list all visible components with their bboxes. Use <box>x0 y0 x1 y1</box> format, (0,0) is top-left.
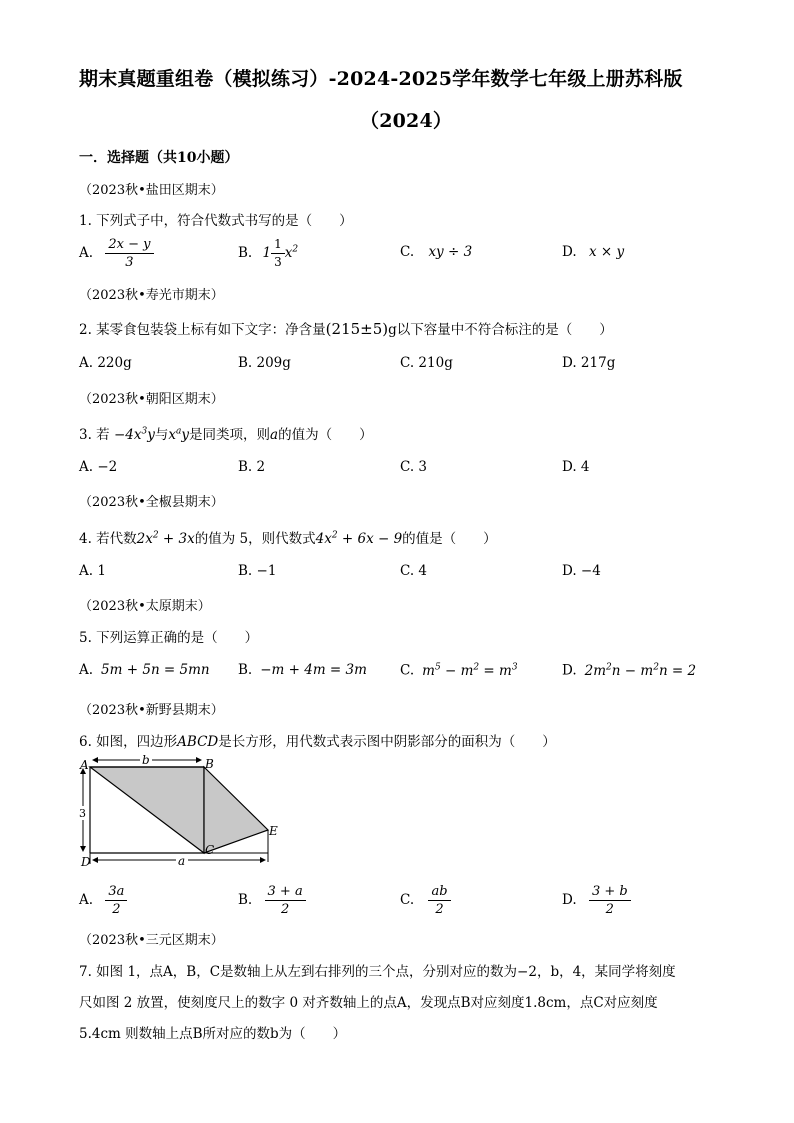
option-c[interactable]: C. 210g <box>400 355 453 371</box>
option-b[interactable]: B. 209g <box>238 355 291 371</box>
question-stem: 5. 下列运算正确的是（ ） <box>79 630 259 646</box>
section-heading: 一．选择题（共10小题） <box>79 150 239 166</box>
option-b[interactable]: B. −m + 4m = 3m <box>238 662 367 678</box>
option-c[interactable]: C. $m^5 - m^2 = m^3$ <box>400 662 518 679</box>
question-stem: 6. 如图，四边形ABCD是长方形，用代数式表示图中阴影部分的面积为（ ） <box>79 734 556 750</box>
option-c[interactable]: C. 3 <box>400 459 428 475</box>
option-d[interactable]: D. 4 <box>562 459 590 475</box>
option-b[interactable]: B. 2 <box>238 459 266 475</box>
option-a[interactable]: A. $\frac{3a}{2}$ <box>79 883 127 918</box>
label-height: 3 <box>79 807 86 820</box>
option-a-fraction: $\frac{2x - y}{3}$ <box>105 236 153 271</box>
label-A: A <box>80 758 89 772</box>
option-d[interactable]: D. x × y <box>562 244 625 260</box>
option-label: B. <box>238 245 253 261</box>
option-c[interactable]: C. xy ÷ 3 <box>400 244 473 260</box>
label-B: B <box>205 757 214 771</box>
option-label: C. <box>400 244 415 260</box>
option-a[interactable]: A. 220g <box>79 355 132 371</box>
label-D: D <box>81 855 91 869</box>
option-label: D. <box>562 244 577 260</box>
label-b: b <box>142 754 150 767</box>
option-label: A. <box>79 245 94 261</box>
question-stem: 4. 若代数$2x^2 + 3x$的值为 5，则代数式$4x^2 + 6x - 9$的值是（ ） <box>79 530 497 547</box>
question-source: （2023秋•盐田区期末） <box>79 183 224 198</box>
option-a[interactable]: A. 5m + 5n = 5mn <box>79 662 210 678</box>
question-line: 尺如图 2 放置，使刻度尺上的数字 0 对齐数轴上的点A，发现点B对应刻度1.8cm，点C对应刻度 <box>79 995 658 1011</box>
question-stem: 2. 某零食包装袋上标有如下文字：净含量(215±5)g以下容量中不符合标注的是（ ） <box>79 320 613 338</box>
option-b[interactable]: B. $\frac{3 + a}{2}$ <box>238 883 306 918</box>
question-source: （2023秋•寿光市期末） <box>79 288 224 303</box>
option-b[interactable]: B. 1 $\frac{1}{3}$ $x^2$ <box>238 237 299 269</box>
option-d[interactable]: D. 217g <box>562 355 616 371</box>
question-line: 7. 如图 1，点A，B，C是数轴上从左到右排列的三个点，分别对应的数为−2，b，4，某同学将刻度 <box>79 964 676 980</box>
question-source: （2023秋•全椒县期末） <box>79 495 224 510</box>
question-line: 5.4cm 则数轴上点B所对应的数b为（ ） <box>79 1026 347 1042</box>
option-a[interactable]: A. 1 <box>79 563 106 579</box>
question-stem: 1. 下列式子中，符合代数式书写的是（ ） <box>79 213 353 229</box>
question-stem: 3. 若 $-4x^3y$与$x^ay$是同类项，则a的值为（ ） <box>79 426 373 443</box>
option-c[interactable]: C. 4 <box>400 563 428 579</box>
page-title: 期末真题重组卷（模拟练习）-2024-2025学年数学七年级上册苏科版 <box>79 68 683 90</box>
option-a[interactable]: A. −2 <box>79 459 118 475</box>
label-a: a <box>178 854 186 868</box>
option-a[interactable] <box>79 236 154 271</box>
option-c[interactable]: C. $\frac{ab}{2}$ <box>400 883 451 918</box>
shaded-triangle-abc <box>90 767 204 853</box>
question-source: （2023秋•太原期末） <box>79 599 211 614</box>
option-d[interactable]: D. $2m^2n - m^2n = 2$ <box>562 662 697 679</box>
question-source: （2023秋•三元区期末） <box>79 933 224 948</box>
option-b[interactable]: B. −1 <box>238 563 277 579</box>
question-source: （2023秋•朝阳区期末） <box>79 392 224 407</box>
geometry-figure <box>76 754 286 874</box>
option-d[interactable]: D. −4 <box>562 563 601 579</box>
label-C: C <box>205 843 215 857</box>
label-E: E <box>269 824 278 838</box>
shaded-triangle-bec <box>204 767 268 853</box>
page-title-line2: （2024） <box>360 110 453 132</box>
question-source: （2023秋•新野县期末） <box>79 703 224 718</box>
option-d[interactable]: D. $\frac{3 + b}{2}$ <box>562 883 631 918</box>
